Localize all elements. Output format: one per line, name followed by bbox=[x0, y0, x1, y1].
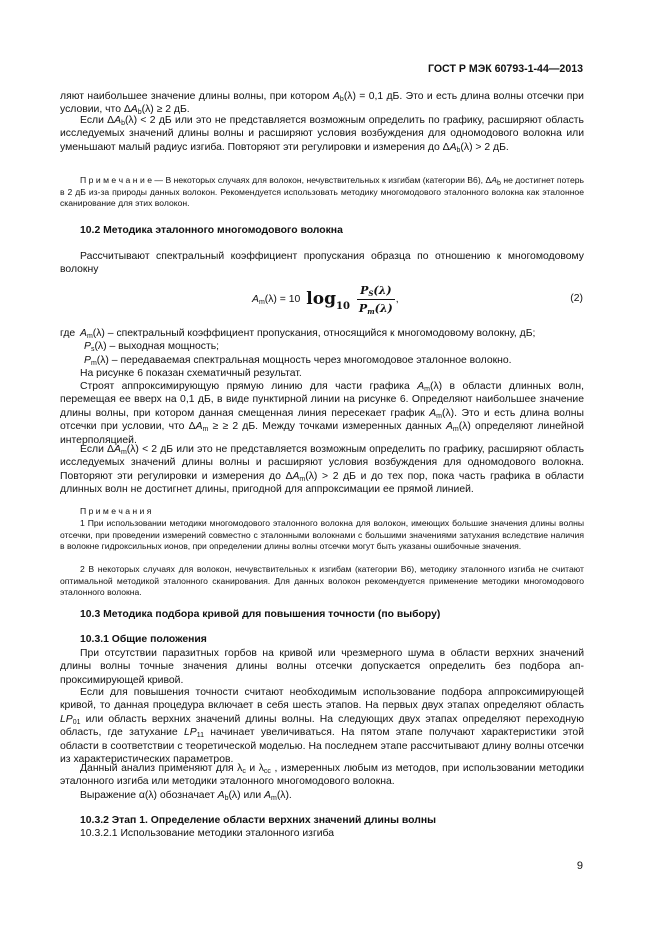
note-1-multimode: 1 При использовании методики многомодового эталонного волокна для волокон, имеющих большие значения длины волны отсечки, при проведении измерений совместно с эталонными волокнами с большими значениями затухания вследствие наличия в волокне гидроксильных ионов, при определении длины волны отсечки могут быть указаны ошибочные значения. bbox=[60, 518, 584, 552]
paragraph-cutoff-definition: ляют наибольшее значение длины волны, при котором $A_b(\lambda) = 0,1$ дБ. Это и есть длина волны отсечки при условии, что $\Delta A_b(\lambda) \ge 2$ дБ. bbox=[60, 91, 584, 117]
legend-item-am: $A_m(\lambda)$ – спектральный коэффициент пропускания, относящийся к многомодовому волокну, дБ; bbox=[80, 328, 536, 340]
legend-item-ps: $P_s(\lambda)$ – выходная мощность; bbox=[84, 341, 220, 354]
legend-item-pm: $P_m(\lambda)$ – передаваемая спектральная мощность через многомодовое эталонное волокно. bbox=[84, 354, 512, 367]
formula-legend bbox=[60, 327, 584, 367]
paragraph-analysis-scope: Данный анализ применяют для $\lambda_c$ и $\lambda_{cc}$ , измеренных любым из методов, при использовании методики эталонного изгиба или методики эталонного многомодового волокна. bbox=[60, 763, 584, 788]
paragraph-approx-line: Строят аппроксимирующую прямую линию для части графика $A_m(\lambda)$ в области длинных волн, перемещая ее вверх на 0,1 дБ, в виде пунктирной линии на рисунке 6. Определяют наибольшее значение длины волны, при котором данная смещенная линия пересекает график $A_m(\lambda)$. Это и есть длина волны отсечки при условии, что $\Delta A_m$ ≥ ≥ 2 дБ. Между точками измеренных данных $A_m(\lambda)$ определяют линейной интерполяцией. bbox=[60, 381, 585, 446]
paragraph-alpha-definition: Выражение α(λ) обозначает $A_b(\lambda)$ или $A_m(\lambda)$. bbox=[80, 790, 292, 802]
formula-2: $A_m(\lambda) = 10$ $\log_{10}$ $\frac{P_S(\lambda)}{P_m(\lambda)}$ , bbox=[252, 283, 399, 316]
section-heading-10-3: 10.3 Методика подбора кривой для повышения точности (по выбору) bbox=[80, 609, 441, 620]
subsection-10-3-2-1: 10.3.2.1 Использование методики эталонного изгиба bbox=[80, 828, 335, 839]
notes-heading: П р и м е ч а н и я bbox=[80, 506, 152, 516]
section-heading-10-2: 10.2 Методика эталонного многомодового волокна bbox=[80, 225, 343, 236]
paragraph-adjust-bend: Если $\Delta A_b(\lambda) < 2$ дБ или это не представляется возможным определить по графику, расширяют область исследуемых значений длины волны и расширяют условия возбуждения для одномодового волокна или уменьшают малый радиус изгиба. Повторяют эти регулировки и измерения до $\Delta A_b(\lambda) > 2$ дБ. bbox=[60, 115, 584, 154]
paragraph-transmission-intro: Рассчитывают спектральный коэффициент пропускания образца по отношению к многомодовому волокну bbox=[60, 251, 584, 276]
paragraph-adjust-mm: Если $\Delta A_m(\lambda) < 2$ дБ или это не представляется возможным определить по графику, расширяют область исследуемых значений длины волны и расширяют условия возбуждения для одномодового волокна. Повторяют эти регулировки и измерения до $\Delta A_m(\lambda) > 2$ дБ и до тех пор, пока часть графика в области длинных волн не достигнет длины, пригодной для аппроксимации ее прямой линией. bbox=[60, 444, 584, 496]
section-heading-10-3-2: 10.3.2 Этап 1. Определение области верхних значений длины волны bbox=[80, 815, 436, 826]
equation-number: (2) bbox=[570, 293, 583, 304]
paragraph-figure-6-ref: На рисунке 6 показан схематичный результат. bbox=[80, 368, 302, 379]
paragraph-no-fitting: При отсутствии паразитных горбов на кривой или чрезмерного шума в области верхних значений длины волны точные значения длины волны отсечки допускается определить без подбора аппроксимирующей кривой. bbox=[60, 648, 584, 686]
where-label: где bbox=[60, 328, 76, 339]
log-operator: $\log_{10}$ bbox=[306, 289, 350, 312]
formula-fraction: $\frac{P_S(\lambda)}{P_m(\lambda)}$ bbox=[358, 283, 393, 316]
note-b6-fibers: П р и м е ч а н и е — В некоторых случаях для волокон, нечувствительных к изгибам (категории B6), $\Delta A_b$ не достигнет потерь в 2 дБ из-за природы данных волокон. Рекомендуется использовать методику многомодового эталонного волокна как эталонное сканирование для этих волокон. bbox=[60, 175, 584, 209]
note-2-b6: 2 В некоторых случаях для волокон, нечувствительных к изгибам (категории B6), методику эталонного изгиба не считают оптимальной методикой эталонного сканирования. Для данных волокон рекомендуется применение методики многомодового эталонного волокна. bbox=[60, 564, 584, 598]
section-heading-10-3-1: 10.3.1 Общие положения bbox=[80, 634, 207, 645]
paragraph-six-stages: Если для повышения точности считают необходимым использование подбора аппроксимирующей кривой, то данная процедура включает в себя шесть этапов. На первых двух этапах определяют область $LP_{01}$ или область верхних значений длины волны. На следующих двух этапах определяют переходную область, где затухание $LP_{11}$ начинает увеличиваться. На пятом этапе получают характеристики этой области в соответствии с теоретической моделью. На последнем этапе рассчитывают длину волны отсечки из характеристических параметров. bbox=[60, 687, 585, 766]
page-number: 9 bbox=[576, 860, 583, 872]
document-header: ГОСТ Р МЭК 60793-1-44—2013 bbox=[427, 63, 583, 75]
